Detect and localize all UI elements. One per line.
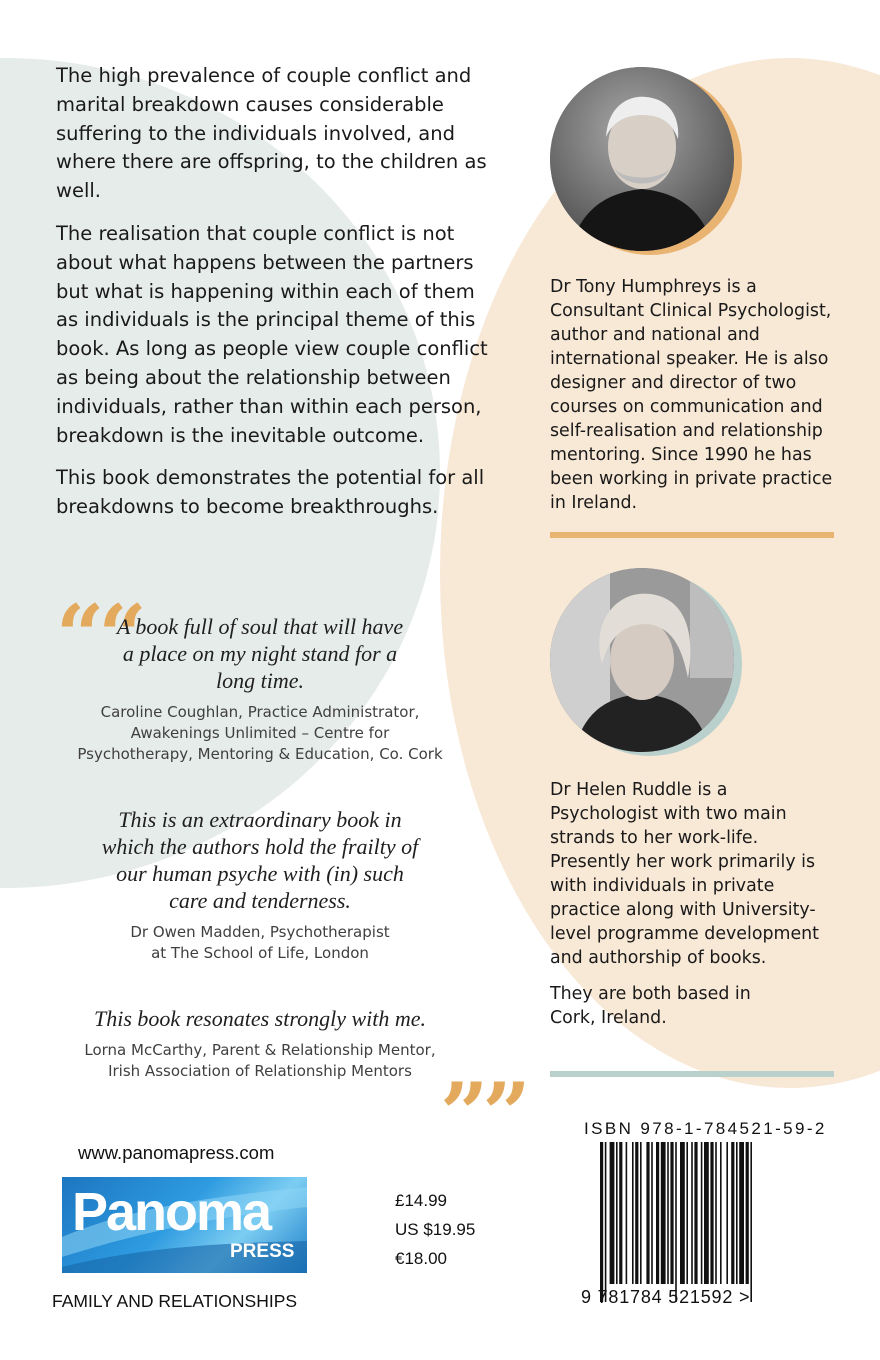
barcode-bar [651, 1142, 653, 1284]
divider-orange [550, 532, 834, 538]
close-quote-icon: ”” [440, 1064, 525, 1163]
logo-wordmark: Panoma [72, 1182, 271, 1242]
testimonial-quote [55, 1005, 465, 1082]
quote-attribution-line: Irish Association of Relationship Mentors [108, 1062, 412, 1080]
barcode-bar [667, 1142, 669, 1284]
author-photo-tony [550, 67, 746, 263]
author-bio-text: Dr Tony Humphreys is a Consultant Clinical Psychologist, author and national and international speaker. He is also designer and director of two courses on communication and self-realisation and relationship mentoring. Since 1990 he has been working in private practice in Ireland. [550, 277, 833, 513]
portrait-icon [550, 568, 734, 752]
publisher-website[interactable]: www.panomapress.com [78, 1142, 275, 1163]
author-bio [550, 275, 848, 527]
author-bio-text: Dr Helen Ruddle is a Psychologist with two main strands to her work-life. Presently her work primarily is with individuals in private practice along with University-level programme development and authorship of books. [550, 780, 820, 968]
logo-subtitle: PRESS [230, 1241, 295, 1262]
barcode-bar [640, 1142, 642, 1284]
price-gbp: £14.99 [395, 1191, 447, 1210]
quote-attribution [55, 1040, 465, 1082]
book-category: FAMILY AND RELATIONSHIPS [52, 1291, 298, 1311]
barcode-bar [635, 1142, 638, 1284]
divider-teal [550, 1071, 834, 1077]
quote-attribution-line: Caroline Coughlan, Practice Administrator, [100, 703, 420, 721]
barcode-bar [701, 1142, 703, 1284]
quote-attribution [55, 702, 465, 765]
barcode-bar [632, 1142, 634, 1284]
barcode-bar [686, 1142, 688, 1284]
portrait-icon [550, 67, 734, 251]
barcode-bar [656, 1142, 659, 1284]
quote-attribution-line: Awakenings Unlimited – Centre for [130, 724, 390, 742]
quote-attribution-line: Psychotherapy, Mentoring & Education, Co. Cork [77, 745, 443, 763]
blurb-paragraph: This book demonstrates the potential for all breakdowns to become breakthroughs. [56, 466, 485, 519]
quote-attribution-line: Dr Owen Madden, Psychotherapist [130, 923, 390, 941]
barcode-bar [731, 1142, 734, 1284]
quote-attribution-line: Lorna McCarthy, Parent & Relationship Mentor, [84, 1041, 436, 1059]
barcode-bar [746, 1142, 749, 1284]
publisher-logo [62, 1177, 307, 1273]
quote-text: A book full of soul that will have a place on my night stand for a long time. [116, 614, 404, 693]
author-bio [550, 778, 820, 1042]
blurb [56, 62, 501, 536]
barcode-bar [720, 1142, 722, 1284]
barcode-bar [646, 1142, 649, 1284]
barcode-bar [616, 1142, 618, 1284]
quote-text: This is an extraordinary book in which the authors hold the frailty of our human psyche with (in) such care and tenderness. [101, 807, 419, 913]
barcode-bar [736, 1142, 738, 1284]
price-list [395, 1186, 475, 1273]
barcode-bar [726, 1142, 728, 1284]
barcode-bar [600, 1142, 603, 1302]
barcode-bar [750, 1142, 752, 1302]
blurb-paragraph: The high prevalence of couple conflict and marital breakdown causes considerable suffering to the individuals involved, and where there are offspring, to the children as well. [56, 64, 487, 203]
testimonial-quote [55, 613, 465, 765]
closing-note: They are both based in Cork, Ireland. [550, 984, 751, 1028]
barcode-bar [675, 1142, 677, 1302]
author-photo-helen [550, 568, 746, 764]
barcode-bar [680, 1142, 685, 1284]
price-usd: US $19.95 [395, 1220, 476, 1239]
barcode-bar [605, 1142, 607, 1302]
isbn-label: ISBN 978-1-784521-59-2 [584, 1119, 827, 1138]
barcode-bar [661, 1142, 666, 1284]
quote-attribution-line: at The School of Life, London [151, 944, 369, 962]
price-eur: €18.00 [395, 1249, 447, 1268]
barcode-bar [670, 1142, 673, 1284]
quote-attribution [55, 922, 465, 964]
quote-text: This book resonates strongly with me. [93, 1006, 427, 1031]
barcode-bar [694, 1142, 697, 1284]
barcode-bar [691, 1142, 693, 1284]
barcode-digits: 9 781784 521592 > [581, 1287, 751, 1307]
testimonial-quote [55, 806, 465, 964]
barcode-bar [619, 1142, 622, 1284]
barcode-bar [715, 1142, 717, 1284]
barcode-bar [739, 1142, 744, 1284]
blurb-paragraph: The realisation that couple conflict is not about what happens between the partners but what is happening within each of them as individuals is the principal theme of this book. As long as people view couple conflict as being about the relationship between individuals, rather than within each person, breakdown is the inevitable outcome. [56, 221, 488, 447]
barcode-bar [626, 1142, 628, 1284]
barcode-bar [610, 1142, 615, 1284]
barcode-bar [710, 1142, 713, 1284]
barcode-bar [704, 1142, 709, 1284]
open-quote-icon: ““ [56, 586, 141, 685]
